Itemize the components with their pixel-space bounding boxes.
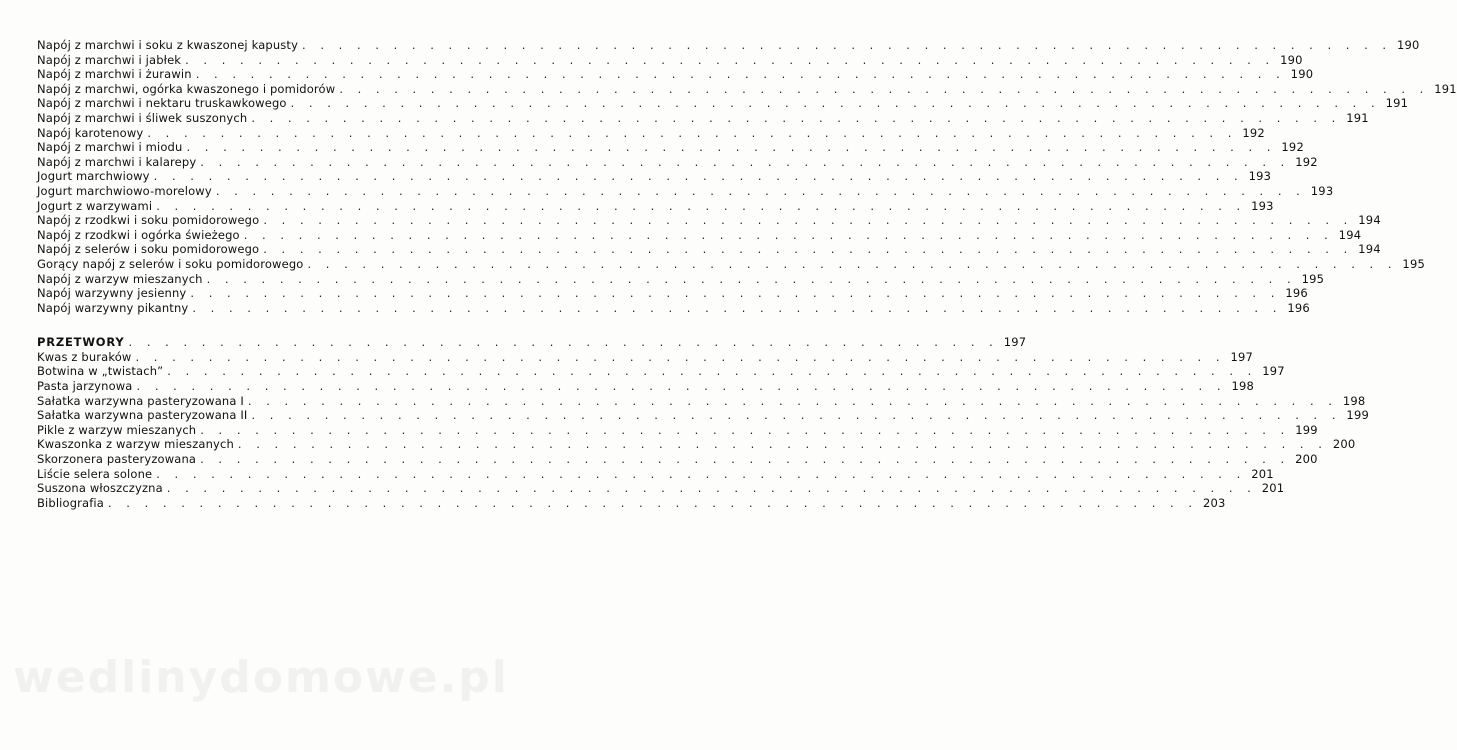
toc-entry-title: Bibliografia	[37, 495, 104, 510]
toc-entry-title: Liście selera solone	[37, 466, 153, 481]
toc-entry-title: Napój z marchwi i śliwek suszonych	[37, 110, 248, 125]
toc-leader-dots: . . . . . . . . . . . . . . . . . . . . . . . . . . . . . . . . . . . . . . . . . . . . . . . . . . . . . . . . . . . .	[251, 408, 1341, 423]
toc-entry-title: Napój z marchwi i żurawin	[37, 67, 192, 82]
toc-entry-page: 193	[1248, 169, 1272, 184]
toc-entry-title: Napój z warzyw mieszanych	[37, 271, 203, 286]
toc-leader-dots: . . . . . . . . . . . . . . . . . . . . . . . . . . . . . . . . . . . . . . . . . . . . . . . . . . . . . . . . . . . .	[156, 466, 1246, 481]
toc-entry-title: Skorzonera pasteryzowana	[37, 452, 197, 467]
toc-entry[interactable]	[37, 140, 1304, 155]
toc-leader-dots: . . . . . . . . . . . . . . . . . . . . . . . . . . . . . . . . . . . . . . . . . . . . . . . . . . . . . . . . . . . .	[307, 256, 1397, 271]
toc-entry[interactable]	[37, 422, 1318, 438]
toc-entry-page: 190	[1290, 67, 1314, 82]
toc-leader-dots: . . . . . . . . . . . . . . . . . . . . . . . . . . . . . . . . . . . . . . . . . . . . . . . . . . . . . . . . . . . .	[147, 125, 1237, 140]
toc-entry-page: 199	[1295, 422, 1318, 437]
toc-entry-title: Suszona włoszczyzna	[37, 481, 163, 496]
toc-entry[interactable]	[37, 38, 1420, 53]
toc-leader-dots: . . . . . . . . . . . . . . . . . . . . . . . . . . . . . . . . . . . . . . . . . . . . . . . . . . . . . . . . . . . .	[200, 422, 1290, 437]
toc-leader-dots: . . . . . . . . . . . . . . . . . . . . . . . . . . . . . . . . . . . . . . . . . . . . . . . . . . . . . . . . . . . .	[167, 364, 1257, 379]
toc-leader-dots: . . . . . . . . . . . . . . . . . . . . . . . . . . . . . . . . . . . . . . . . . . . . . . . . . . . . . . . . . . . .	[290, 96, 1381, 111]
toc-entry-page: 191	[1346, 110, 1369, 125]
toc-entry-page: 192	[1242, 125, 1265, 140]
toc-entry-title: Napój karotenowy	[37, 125, 144, 140]
toc-leader-dots: . . . . . . . . . . . . . . . . . . . . . . . . . . . . . . . . . . . . . . . . . . . . . . . . . . . . . . . . . . . .	[190, 286, 1280, 301]
toc-entry-page: 194	[1358, 213, 1381, 228]
toc-entry[interactable]	[37, 393, 1366, 409]
toc-entry-page: 197	[1262, 364, 1285, 379]
toc-entry-title: Napój z rzodkwi i soku pomidorowego	[37, 213, 260, 228]
toc-leader-dots: . . . . . . . . . . . . . . . . . . . . . . . . . . . . . . . . . . . . . . . . . . . . . . . . . . . . . . . . . . . .	[251, 110, 1341, 125]
toc-entry[interactable]	[37, 52, 1303, 68]
toc-entry-page: 195	[1402, 256, 1425, 271]
toc-entry-title: Sałatka warzywna pasteryzowana I	[37, 393, 244, 408]
toc-entry-title: Napój z selerów i soku pomidorowego	[37, 242, 260, 257]
toc-entry-title: Jogurt marchwiowo-morelowy	[37, 183, 212, 198]
table-of-contents	[37, 38, 1457, 510]
section-gap	[37, 315, 487, 335]
toc-entry-page: 200	[1332, 437, 1356, 452]
toc-entry-page: 195	[1301, 271, 1325, 286]
toc-entry-title: Pikle z warzyw mieszanych	[37, 422, 197, 437]
toc-entry-page: 200	[1295, 452, 1318, 467]
toc-leader-dots: . . . . . . . . . . . . . . . . . . . . . . . . . . . . . . . . . . . . . . . . . . . . . . . . . . . . . . . . . . . .	[302, 38, 1392, 52]
toc-entry[interactable]	[37, 300, 1310, 316]
toc-entry-title: Napój z marchwi i soku z kwaszonej kapusty	[37, 38, 299, 52]
toc-entry-title: Sałatka warzywna pasteryzowana II	[37, 408, 248, 423]
toc-entry[interactable]	[37, 96, 1409, 111]
toc-entry[interactable]	[37, 256, 1425, 272]
toc-leader-dots: . . . . . . . . . . . . . . . . . . . . . . . . . . . . . . . . . . . . . . . . . . . . . . . . . . . . . . . . . . . .	[263, 242, 1353, 257]
toc-entry[interactable]	[37, 437, 1356, 452]
toc-entry-page: 191	[1385, 96, 1409, 111]
toc-section-page: 197	[1003, 335, 1027, 350]
toc-leader-dots: . . . . . . . . . . . . . . . . . . . . . . . . . . . . . . . . . . . . . . . . . . . . . . . . . . . . . . . . . . . .	[339, 81, 1429, 96]
toc-entry[interactable]	[37, 364, 1285, 379]
toc-section-title: PRZETWORY	[37, 335, 125, 350]
toc-entry-page: 190	[1280, 52, 1303, 67]
toc-entry-page: 192	[1295, 154, 1318, 169]
toc-entry-page: 201	[1261, 481, 1285, 496]
toc-entry-title: Napój z marchwi i jabłek	[37, 52, 182, 67]
toc-entry-title: Napój z marchwi, ogórka kwaszonego i pomidorów	[37, 81, 336, 96]
toc-entry-page: 191	[1434, 81, 1457, 96]
toc-entry-title: Jogurt z warzywami	[37, 198, 153, 213]
toc-entry[interactable]	[37, 110, 1369, 126]
toc-entry-page: 192	[1281, 140, 1304, 155]
toc-leader-dots: . . . . . . . . . . . . . . . . . . . . . . . . . . . . . . . . . . . . . . . . . . . . . . . . . . . . . . . . . . . .	[135, 349, 1226, 364]
toc-leader-dots: . . . . . . . . . . . . . . . . . . . . . . . . . . . . . . . . . . . . . . . . . . . . . . . . . . . . . . . . . . . .	[237, 437, 1328, 452]
toc-leader-dots: . . . . . . . . . . . . . . . . . . . . . . . . . . . . . . . . . . . . . . . . . . . . . . . . . . . . . . . . . . . .	[107, 495, 1198, 510]
toc-leader-dots: . . . . . . . . . . . . . . . . . . . . . . . . . . . . . . . . . . . . . . . . . . . . . . . . . . . . . . . . . . . .	[136, 379, 1227, 394]
toc-leader-dots: . . . . . . . . . . . . . . . . . . . . . . . . . . . . . . . . . . . . . . . . . . . . . . . .	[128, 335, 999, 350]
toc-entry-title: Jogurt marchwiowy	[37, 169, 150, 184]
toc-entry-page: 203	[1202, 495, 1226, 510]
toc-entry[interactable]	[37, 481, 1285, 496]
toc-leader-dots: . . . . . . . . . . . . . . . . . . . . . . . . . . . . . . . . . . . . . . . . . . . . . . . . . . . . . . . . . . . .	[192, 300, 1282, 315]
toc-entry-title: Napój z marchwi i miodu	[37, 140, 183, 155]
toc-list-preserves	[37, 349, 1369, 511]
toc-entry[interactable]	[37, 408, 1369, 423]
toc-entry-title: Kwas z buraków	[37, 349, 132, 364]
toc-entry[interactable]	[37, 183, 1334, 199]
toc-leader-dots: . . . . . . . . . . . . . . . . . . . . . . . . . . . . . . . . . . . . . . . . . . . . . . . . . . . . . . . . . . . .	[206, 271, 1297, 286]
toc-leader-dots: . . . . . . . . . . . . . . . . . . . . . . . . . . . . . . . . . . . . . . . . . . . . . . . . . . . . . . . . . . . .	[195, 67, 1286, 82]
toc-leader-dots: . . . . . . . . . . . . . . . . . . . . . . . . . . . . . . . . . . . . . . . . . . . . . . . . . . . . . . . . . . . .	[243, 227, 1334, 242]
toc-entry[interactable]	[37, 452, 1318, 467]
toc-entry[interactable]	[37, 198, 1274, 214]
toc-entry[interactable]	[37, 271, 1325, 287]
toc-entry[interactable]	[37, 169, 1272, 184]
toc-entry[interactable]	[37, 379, 1255, 394]
toc-entry-page: 201	[1251, 466, 1274, 481]
toc-leader-dots: . . . . . . . . . . . . . . . . . . . . . . . . . . . . . . . . . . . . . . . . . . . . . . . . . . . . . . . . . . . .	[200, 154, 1290, 169]
toc-entry-page: 196	[1285, 286, 1308, 301]
toc-entry-title: Napój warzywny pikantny	[37, 300, 189, 315]
toc-entry-title: Napój z marchwi i kalarepy	[37, 154, 197, 169]
toc-leader-dots: . . . . . . . . . . . . . . . . . . . . . . . . . . . . . . . . . . . . . . . . . . . . . . . . . . . . . . . . . . . .	[247, 393, 1338, 408]
toc-leader-dots: . . . . . . . . . . . . . . . . . . . . . . . . . . . . . . . . . . . . . . . . . . . . . . . . . . . . . . . . . . . .	[185, 52, 1275, 67]
toc-entry[interactable]	[37, 125, 1265, 141]
toc-entry-page: 190	[1396, 38, 1420, 52]
toc-entry[interactable]	[37, 495, 1226, 511]
toc-entry-title: Napój z marchwi i nektaru truskawkowego	[37, 96, 287, 111]
toc-entry-title: Botwina w „twistach”	[37, 364, 164, 379]
toc-entry-page: 193	[1251, 198, 1274, 213]
toc-entry[interactable]	[37, 242, 1381, 257]
toc-leader-dots: . . . . . . . . . . . . . . . . . . . . . . . . . . . . . . . . . . . . . . . . . . . . . . . . . . . . . . . . . . . .	[186, 140, 1276, 155]
toc-leader-dots: . . . . . . . . . . . . . . . . . . . . . . . . . . . . . . . . . . . . . . . . . . . . . . . . . . . . . . . . . . . .	[166, 481, 1257, 496]
toc-entry[interactable]	[37, 466, 1274, 482]
toc-leader-dots: . . . . . . . . . . . . . . . . . . . . . . . . . . . . . . . . . . . . . . . . . . . . . . . . . . . . . . . . . . . .	[263, 213, 1353, 228]
toc-entry-page: 199	[1346, 408, 1369, 423]
toc-entry-title: Napój warzywny jesienny	[37, 286, 187, 301]
toc-leader-dots: . . . . . . . . . . . . . . . . . . . . . . . . . . . . . . . . . . . . . . . . . . . . . . . . . . . . . . . . . . . .	[153, 169, 1244, 184]
toc-entry[interactable]	[37, 67, 1314, 82]
toc-entry[interactable]	[37, 286, 1308, 301]
toc-entry-page: 198	[1342, 393, 1366, 408]
toc-entry-title: Gorący napój z selerów i soku pomidorowego	[37, 256, 304, 271]
toc-entry-title: Kwaszonka z warzyw mieszanych	[37, 437, 234, 452]
toc-leader-dots: . . . . . . . . . . . . . . . . . . . . . . . . . . . . . . . . . . . . . . . . . . . . . . . . . . . . . . . . . . . .	[156, 198, 1246, 213]
toc-entry-title: Pasta jarzynowa	[37, 379, 133, 394]
toc-entry-page: 193	[1310, 183, 1334, 198]
toc-leader-dots: . . . . . . . . . . . . . . . . . . . . . . . . . . . . . . . . . . . . . . . . . . . . . . . . . . . . . . . . . . . .	[200, 452, 1290, 467]
toc-list-beverages	[37, 38, 1457, 315]
watermark: wedlinydomowe.pl	[13, 652, 509, 703]
toc-section-heading[interactable]	[37, 335, 1027, 350]
toc-entry[interactable]	[37, 213, 1381, 228]
toc-entry[interactable]	[37, 349, 1254, 365]
toc-entry-page: 198	[1231, 379, 1255, 394]
toc-entry[interactable]	[37, 81, 1457, 97]
toc-entry-page: 194	[1358, 242, 1381, 257]
toc-entry[interactable]	[37, 227, 1362, 243]
toc-entry-page: 197	[1230, 349, 1254, 364]
toc-entry[interactable]	[37, 154, 1318, 170]
toc-entry-page: 196	[1287, 300, 1310, 315]
toc-leader-dots: . . . . . . . . . . . . . . . . . . . . . . . . . . . . . . . . . . . . . . . . . . . . . . . . . . . . . . . . . . . .	[215, 183, 1306, 198]
toc-entry-title: Napój z rzodkwi i ogórka świeżego	[37, 227, 240, 242]
toc-entry-page: 194	[1338, 227, 1362, 242]
